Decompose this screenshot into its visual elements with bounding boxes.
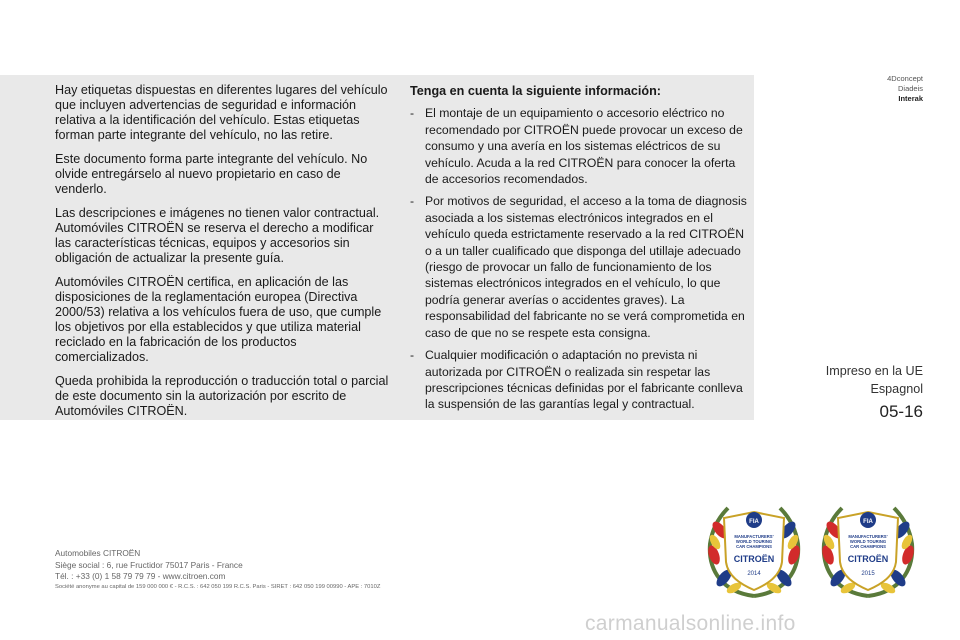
info-heading: Tenga en cuenta la siguiente información: <box>410 84 661 98</box>
footer-contact: Tél. : +33 (0) 1 58 79 79 79 - www.citroen.com <box>55 571 226 581</box>
footer-company: Automobiles CITROËN <box>55 548 141 558</box>
emblem-brand: CITROËN <box>733 554 775 564</box>
emblem-year: 2014 <box>747 571 761 577</box>
bullet-item <box>410 193 750 341</box>
printed-info <box>826 362 923 398</box>
emblem-title-2: WORLD TOURING <box>735 539 773 544</box>
bullet-text: Por motivos de seguridad, el acceso a la toma de diagnosis asociada a los sistemas electrónicos integrados en el vehículo queda estrictamente reservado a la red CITROËN o a un taller cualificado que disponga del utillaje adecuado (riesgo de provocar un fallo de funcionamiento de los sistemas electrónicos integrados en el vehículo, lo que podría generar averías o accidentes graves). La responsabilidad del fabricante no se verá comprometida en caso de que no se respete esta consigna. <box>425 194 747 340</box>
emblem-title-3: CAR CHAMPIONS <box>736 544 772 549</box>
printed-country: Impreso en la UE <box>825 364 923 378</box>
watermark: carmanualsonline.info <box>585 612 796 635</box>
emblem-title-1: MANUFACTURERS' <box>734 534 774 539</box>
printed-language: Espagnol <box>870 382 923 396</box>
bullet-dash: - <box>410 106 415 121</box>
paragraph-certification: Automóviles CITROËN certifica, en aplicación de las disposiciones de la reglamentación europea (Directiva 2000/53) relativa a los vehículos fuera de uso, que cumple los objetivos por ella establecidos y que utiliza material reciclado en la fabricación de los productos comercializados. <box>55 275 382 364</box>
emblem-title-1: MANUFACTURERS' <box>848 534 888 539</box>
footer-address: Siège social : 6, rue Fructidor 75017 Paris - France <box>55 559 243 570</box>
bullet-text: Cualquier modificación o adaptación no prevista ni autorizada por CITROËN o realizada sin respetar las prescripciones técnicas definidas por el fabricante conlleva la suspensión de las garantías legal y contractual. <box>425 348 743 412</box>
emblem-year: 2015 <box>861 571 875 577</box>
paragraph-descriptions: Las descripciones e imágenes no tienen valor contractual. Automóviles CITROËN se reserva el derecho a modificar las características técnicas, equipos y accesorios sin obligación de actualizar la presente guía. <box>55 206 380 265</box>
footer-legal: Société anonyme au capital de 159 000 000 € - R.C.S. : 642 050 199 R.C.S. Paris - SIRET : 642 050 199 00990 - APE : 7010Z <box>55 583 381 590</box>
paragraph-reproduction: Queda prohibida la reproducción o traducción total o parcial de este documento sin la autorización por escrito de Automóviles CITROËN. <box>55 374 389 418</box>
agency-4dconcept: 4Dconcept <box>887 74 923 83</box>
emblem-fia-text: FIA <box>863 519 873 525</box>
edition-code: 05-16 <box>879 402 923 421</box>
bullet-item <box>410 347 750 413</box>
bullet-text: El montaje de un equipamiento o accesorio eléctrico no recomendado por CITROËN puede provocar un exceso de consumo y una avería en los sistemas eléctricos de su vehículo. Acuda a la red CITROËN para conocer la oferta de accesorios recomendados. <box>425 106 743 187</box>
wtcc-2014-emblem <box>704 500 804 600</box>
bullet-dash: - <box>410 194 415 209</box>
agency-interak: Interak <box>898 94 923 103</box>
emblem-title-2: WORLD TOURING <box>849 539 887 544</box>
paragraph-document: Este documento forma parte integrante del vehículo. No olvide entregárselo al nuevo propietario en caso de venderlo. <box>55 152 368 196</box>
wtcc-2015-emblem <box>818 500 918 600</box>
footer <box>55 548 380 591</box>
bullet-dash: - <box>410 348 415 363</box>
emblem-title-3: CAR CHAMPIONS <box>850 544 886 549</box>
emblem-fia-text: FIA <box>749 519 759 525</box>
agency-diadeis: Diadeis <box>897 84 923 93</box>
paragraph-labels: Hay etiquetas dispuestas en diferentes lugares del vehículo que incluyen advertencias de seguridad e información relativa a la identificación del vehículo. Estas etiquetas forman parte integrante del vehículo, no las retire. <box>55 83 388 142</box>
agency-list <box>887 74 923 104</box>
left-column <box>55 83 393 428</box>
bullet-item <box>410 105 750 187</box>
right-column <box>410 83 750 419</box>
emblem-brand: CITROËN <box>847 554 889 564</box>
